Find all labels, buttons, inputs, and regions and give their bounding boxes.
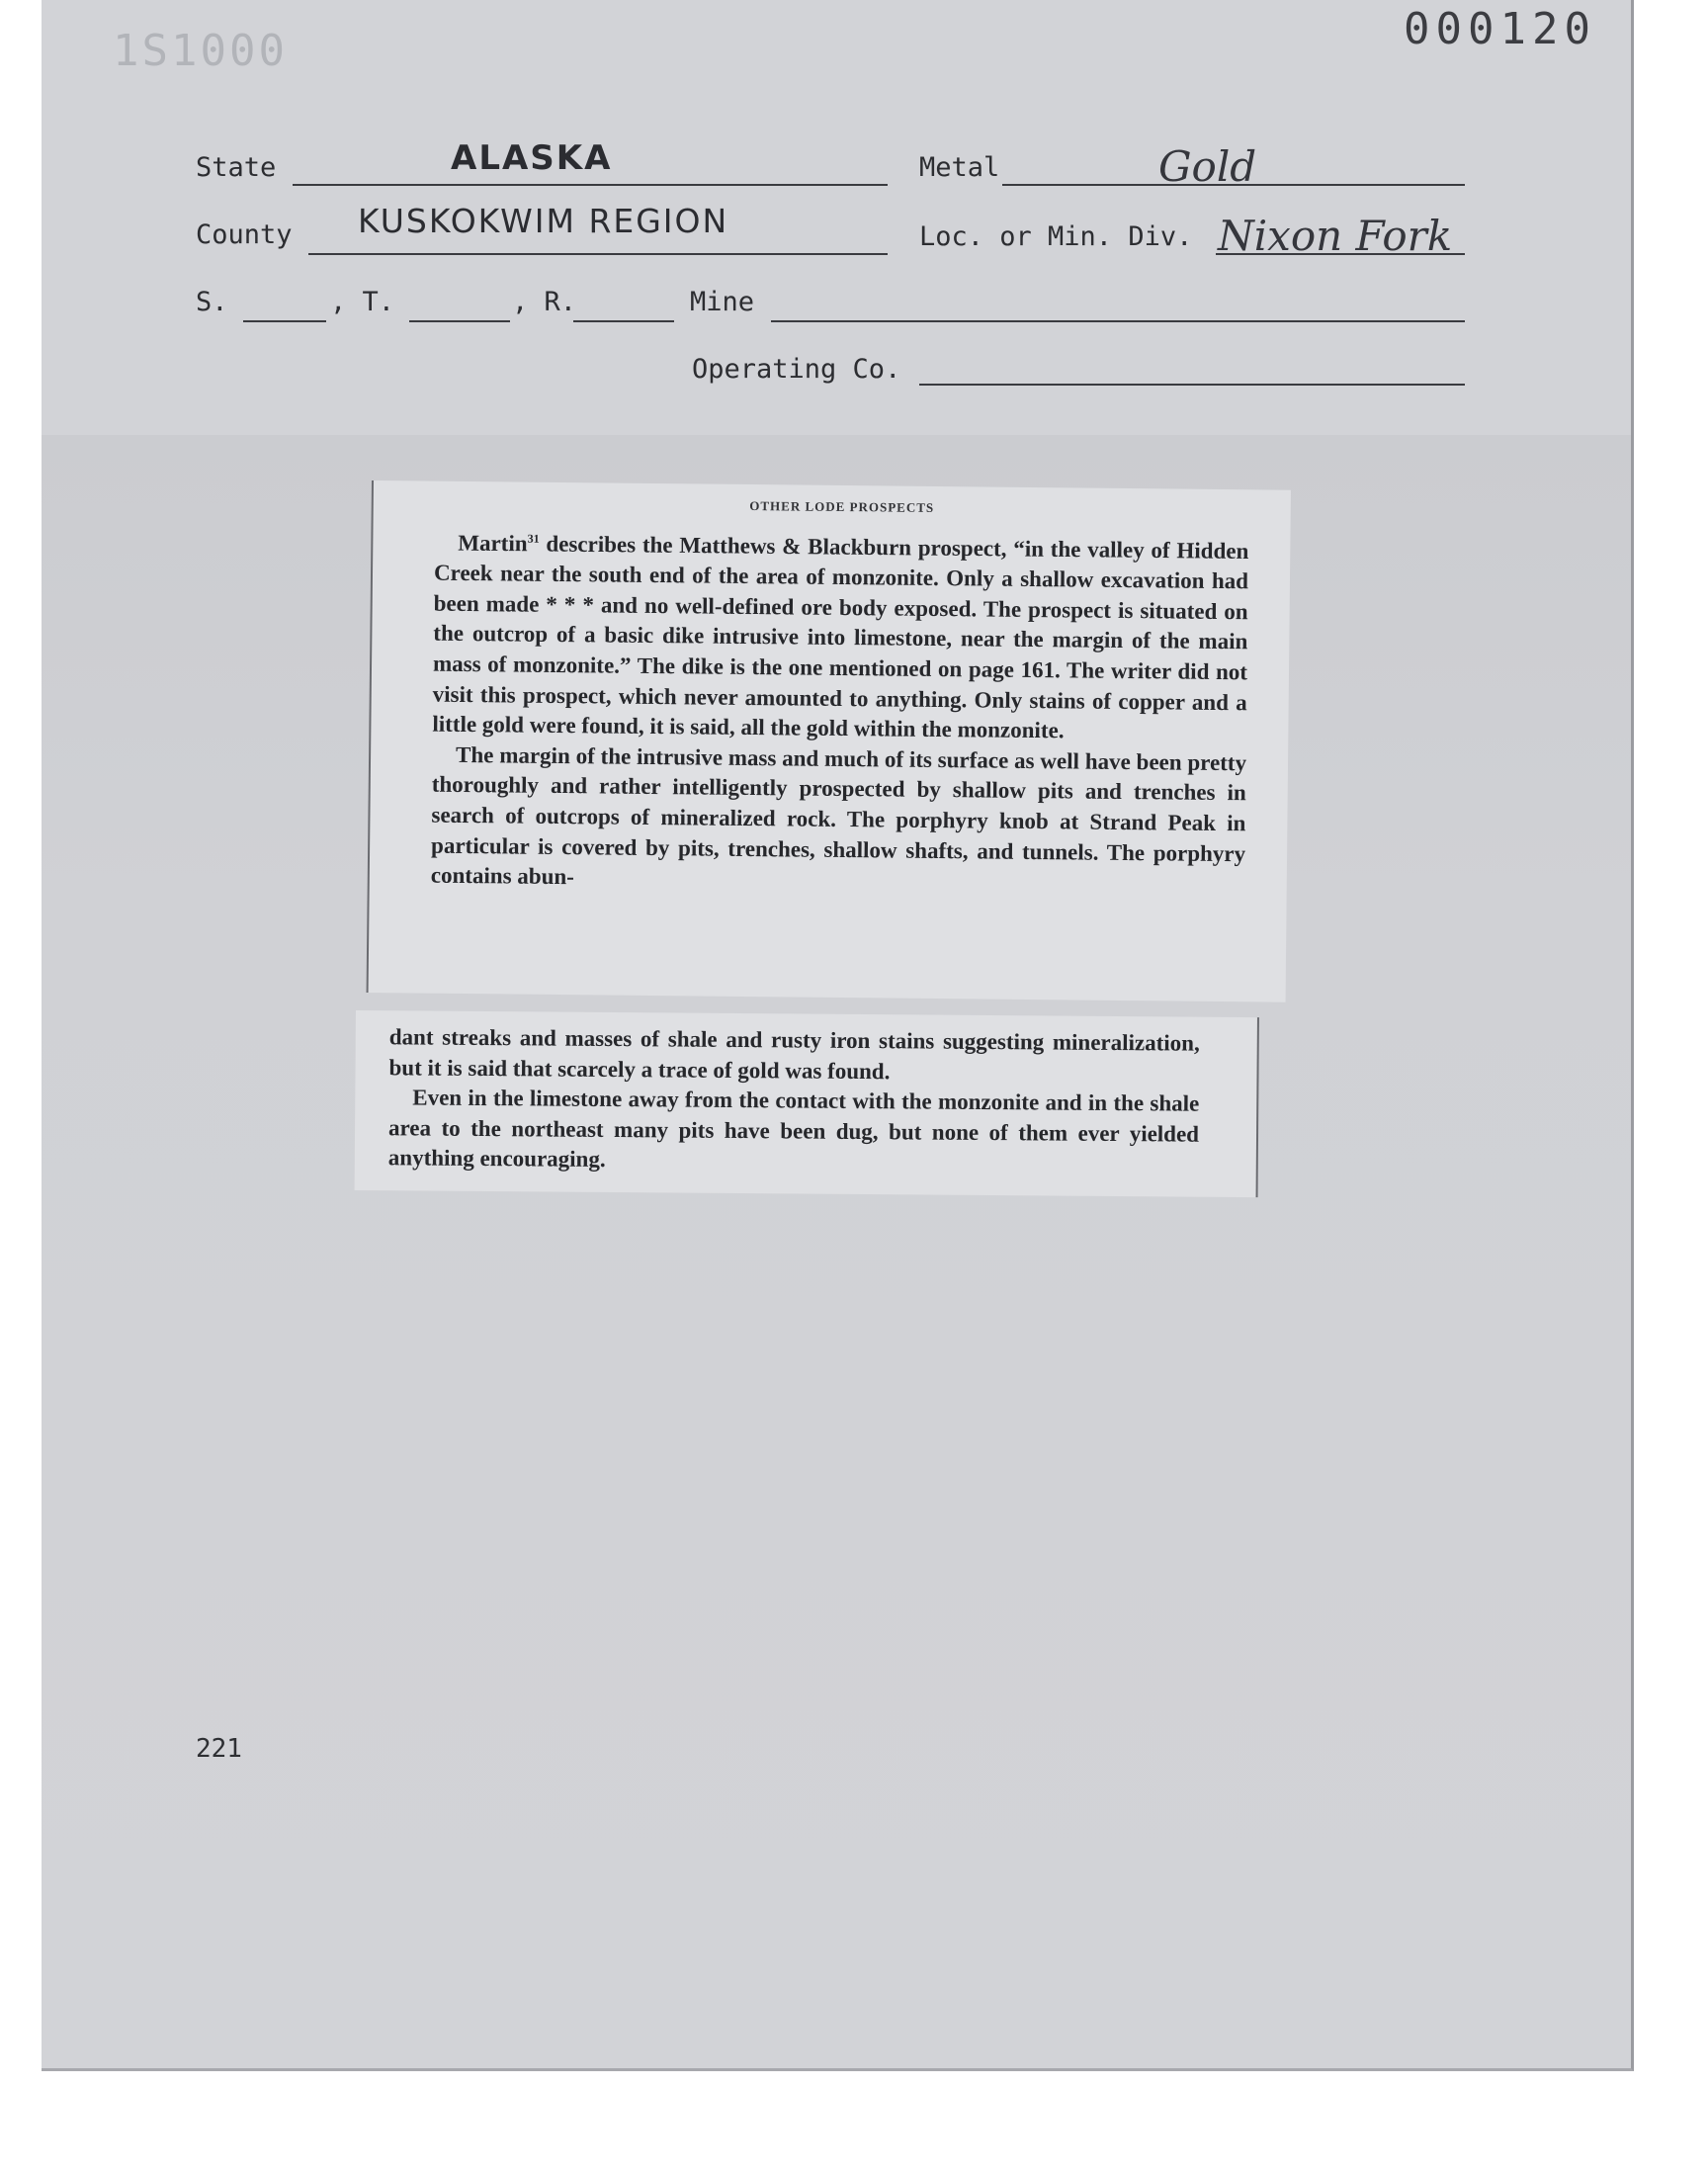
- clipping-heading: OTHER LODE PROSPECTS: [749, 498, 935, 515]
- clipping-paragraph-4: Even in the limestone away from the contact with the monzonite and in the shale area to the northeast many pits have been dug, but none of them ever yielded anything encouraging.: [387, 1085, 1200, 1173]
- citation-author: Martin: [458, 530, 528, 557]
- loc-value-handwritten: Nixon Fork: [1218, 212, 1453, 260]
- loc-label: Loc. or Min. Div.: [919, 221, 1193, 252]
- range-line: [573, 320, 674, 322]
- operating-co-label: Operating Co.: [692, 354, 901, 385]
- township-label: , T.: [330, 287, 395, 317]
- faded-stamp-number: 1S1000: [113, 26, 288, 76]
- paragraph-1-text: describes the Matthews & Blackburn prospect, “in the valley of Hidden Creek near the south end of the area of monzonite. Only a shallow excavation had been made * * * and no well-defined ore body exposed. The prospect is situated on the outcrop of a basic dike intrusive into limestone, near the margin of the main mass of monzonite.” The dike is the one mentioned on page 161. The writer did not visit this prospect, which never amounted to anything. Only stains of copper and a little gold were found, it is said, all the gold within the monzonite.: [432, 531, 1249, 743]
- document-number-stamp: 000120: [1404, 4, 1596, 54]
- text-clipping-lower: [355, 1010, 1259, 1197]
- clipping-paragraph-2: The margin of the intrusive mass and much of its surface as well have been pretty thoroughly and rather intelligently prospected by shallow pits and trenches in search of outcrops of mineralized rock. The porphyry knob at Strand Peak in particular is covered by pits, trenches, shallow shafts, and tunnels. The porphyry contains abun-: [430, 741, 1247, 890]
- mine-line: [771, 320, 1465, 322]
- text-clipping-upper: [367, 480, 1291, 1002]
- metal-label: Metal: [919, 152, 1000, 183]
- state-line: [293, 184, 888, 186]
- clipping-paragraph-3: dant streaks and masses of shale and rusty iron stains suggesting mineralization, but it is said that scarcely a trace of gold was found.: [388, 1024, 1200, 1084]
- page-number: 221: [196, 1734, 242, 1764]
- county-line: [308, 253, 888, 255]
- county-label: County: [196, 219, 293, 250]
- township-line: [409, 320, 510, 322]
- range-label: , R.: [512, 287, 577, 317]
- section-label: S.: [196, 287, 228, 317]
- mine-label: Mine: [690, 287, 755, 317]
- clipping-paragraph-1: [432, 523, 1248, 748]
- section-line: [243, 320, 326, 322]
- metal-value-handwritten: Gold: [1158, 142, 1257, 191]
- operating-co-line: [919, 384, 1465, 386]
- county-value: KUSKOKWIM REGION: [358, 202, 729, 240]
- footnote-marker: 31: [527, 531, 540, 546]
- state-value: ALASKA: [451, 138, 613, 178]
- state-label: State: [196, 152, 277, 183]
